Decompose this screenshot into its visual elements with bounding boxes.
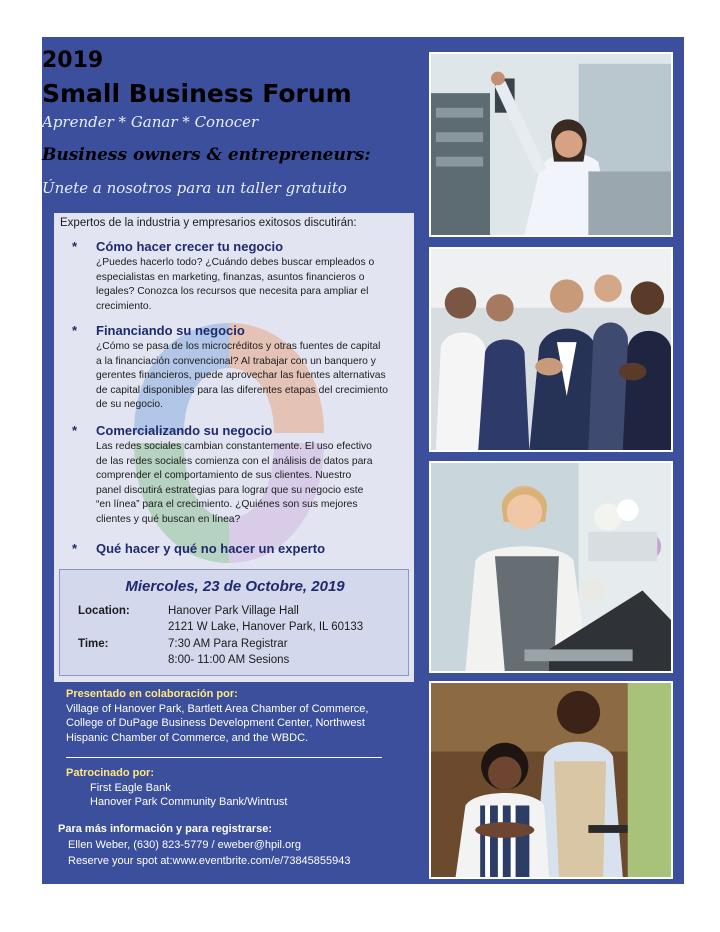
divider bbox=[66, 757, 382, 758]
bullet-star: * bbox=[72, 323, 78, 338]
topic-line: de las redes sociales comienza con el análisis de datos para bbox=[96, 455, 373, 467]
audience-heading: Business owners & entrepreneurs: bbox=[42, 145, 371, 165]
event-tagline: Aprender * Ganar * Conocer bbox=[42, 113, 259, 131]
topic-line: especialistas en marketing, finanzas, asuntos financieros o bbox=[96, 271, 365, 283]
presented-line: Village of Hanover Park, Bartlett Area Chamber of Commerce, bbox=[66, 702, 369, 715]
topic-body bbox=[96, 440, 410, 527]
topic-title: Financiando su negocio bbox=[96, 323, 245, 338]
event-year: 2019 bbox=[42, 48, 104, 73]
sponsors-heading: Patrocinado por: bbox=[66, 767, 155, 779]
topic-line: de su negocio. bbox=[96, 399, 163, 410]
time-sessions: 8:00- 11:00 AM Sesions bbox=[168, 654, 290, 666]
topic-line: panel discutirá estrategias para lograr que su negocio este bbox=[96, 484, 364, 496]
reserve-link[interactable]: Reserve your spot at:www.eventbrite.com/e/73845855943 bbox=[68, 855, 351, 867]
presented-line: Hispanic Chamber of Commerce, and the WBDC. bbox=[66, 731, 309, 744]
contact-heading: Para más información y para registrarse: bbox=[58, 823, 272, 835]
topic-line: “en línea” para el crecimiento. ¿Quiénes son sus mejores bbox=[96, 499, 358, 510]
bullet-star: * bbox=[72, 239, 78, 254]
event-title: Small Business Forum bbox=[42, 79, 352, 108]
event-date: Miercoles, 23 de Octobre, 2019 bbox=[125, 578, 345, 595]
contact-section bbox=[58, 821, 351, 869]
photo-applauding-audience bbox=[429, 247, 673, 452]
photo-woman-laptop bbox=[429, 461, 673, 673]
event-details-box bbox=[59, 569, 409, 676]
topic-line: gerentes financieros, puede aprovechar las fuentes alternativas bbox=[96, 370, 386, 381]
photo-celebrating-woman bbox=[429, 52, 673, 237]
sponsors-section bbox=[66, 766, 287, 810]
sponsor-name: First Eagle Bank bbox=[90, 781, 171, 794]
time-label: Time: bbox=[78, 638, 109, 650]
topic-line: clientes y qué buscan en línea? bbox=[96, 513, 241, 525]
topic-title: Cómo hacer crecer tu negocio bbox=[96, 239, 284, 254]
photo-shop-owners bbox=[429, 681, 673, 879]
topic-line: ¿Puedes hacerlo todo? ¿Cuándo debes buscar empleados o bbox=[96, 257, 375, 268]
location-venue: Hanover Park Village Hall bbox=[168, 605, 299, 617]
bullet-star: * bbox=[72, 423, 78, 438]
presented-heading: Presentado en colaboración por: bbox=[66, 688, 238, 700]
topic-body bbox=[96, 340, 410, 413]
bullet-star: * bbox=[72, 541, 78, 556]
topic-line: Las redes sociales cambian constantemente. El uso efectivo bbox=[96, 441, 372, 452]
topic-line: crecimiento. bbox=[96, 300, 152, 312]
sponsor-name: Hanover Park Community Bank/Wintrust bbox=[90, 796, 288, 808]
location-label: Location: bbox=[78, 605, 130, 617]
topic-line: de capital disponibles para las diferentes etapas del crecimiento bbox=[96, 384, 388, 396]
topic-line: legales? Conozca los recursos que necesita para ampliar el bbox=[96, 286, 369, 297]
topic-title: Qué hacer y qué no hacer un experto bbox=[96, 541, 326, 556]
content-panel bbox=[54, 213, 414, 682]
intro-text: Expertos de la industria y empresarios exitosos discutirán: bbox=[60, 217, 357, 229]
topic-title: Comercializando su negocio bbox=[96, 423, 273, 438]
topic-line: comprender el comportamiento de sus clientes. Nuestro bbox=[96, 470, 352, 481]
time-registration: 7:30 AM Para Registrar bbox=[168, 638, 288, 650]
topic-line: ¿Cómo se pasa de los microcréditos y otras fuentes de capital bbox=[96, 341, 381, 352]
location-address: 2121 W Lake, Hanover Park, IL 60133 bbox=[168, 621, 364, 633]
topic-body bbox=[96, 256, 410, 314]
presented-line: College of DuPage Business Development Center, Northwest bbox=[66, 717, 365, 729]
presented-section bbox=[66, 687, 368, 745]
flyer bbox=[42, 37, 684, 884]
contact-person[interactable]: Ellen Weber, (630) 823-5779 / eweber@hpil.org bbox=[68, 839, 301, 851]
invite-text: Únete a nosotros para un taller gratuito bbox=[42, 179, 347, 197]
topic-line: a la financiación convencional? Al trabajar con un banquero y bbox=[96, 355, 376, 367]
